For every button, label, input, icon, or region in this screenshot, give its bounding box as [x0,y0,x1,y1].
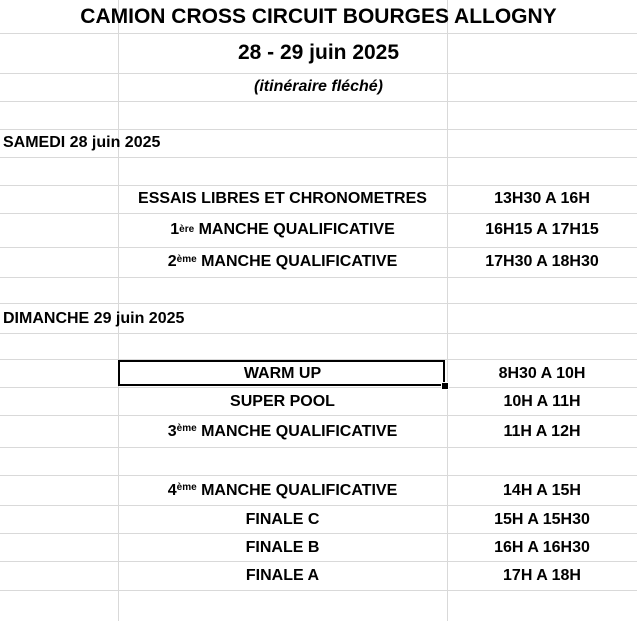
row-divider [0,33,637,34]
row-divider [0,277,637,278]
schedule-event[interactable]: 2 $^{ème}$ MANCHE QUALIFICATIVE [167,253,398,270]
row-divider [0,561,637,562]
event-dates[interactable]: 28 - 29 juin 2025 [237,41,400,64]
row-divider [0,101,637,102]
round-number: 2 [167,253,177,270]
row-divider [0,590,637,591]
schedule-event[interactable]: WARM UP [243,364,322,382]
schedule-event[interactable]: 3 $^{ème}$ MANCHE QUALIFICATIVE [167,422,398,440]
row-divider [0,129,637,130]
row-divider [0,157,637,158]
schedule-time[interactable]: 10H A 11H [503,392,581,410]
row-divider [0,505,637,506]
round-number: 4 [167,481,177,499]
row-divider [0,415,637,416]
schedule-time[interactable]: 17H A 18H [503,567,581,584]
sheet-title[interactable]: CAMION CROSS CIRCUIT BOURGES ALLOGNY [80,5,557,28]
row-divider [0,447,637,448]
saturday-label[interactable]: SAMEDI 28 juin 2025 [3,134,161,151]
event-label: MANCHE QUALIFICATIVE [196,422,398,440]
schedule-event[interactable]: FINALE B [245,538,320,556]
schedule-time[interactable]: 16H15 A 17H15 [485,221,599,238]
row-divider [0,73,637,74]
schedule-time[interactable]: 11H A 12H [503,422,581,440]
row-divider [0,303,637,304]
schedule-event[interactable]: 4 $^{ème}$ MANCHE QUALIFICATIVE [167,481,398,499]
schedule-event[interactable]: FINALE A [245,567,320,584]
row-divider [0,533,637,534]
schedule-time[interactable]: 15H A 15H30 [494,510,590,528]
schedule-time[interactable]: 8H30 A 10H [498,364,586,382]
schedule-time[interactable]: 17H30 A 18H30 [485,253,599,270]
schedule-event[interactable]: FINALE C [245,510,320,528]
sunday-label[interactable]: DIMANCHE 29 juin 2025 [3,310,185,327]
itinerary-note[interactable]: (itinéraire fléché) [254,78,383,95]
row-divider [0,213,637,214]
schedule-event[interactable]: 1 ère MANCHE QUALIFICATIVE [170,221,395,238]
round-number: 1 [170,221,180,238]
schedule-time[interactable]: 16H A 16H30 [494,538,590,556]
round-number: 3 [167,422,177,440]
row-divider [0,247,637,248]
event-label: MANCHE QUALIFICATIVE [196,481,398,499]
row-divider [0,333,637,334]
row-divider [0,475,637,476]
row-divider [0,185,637,186]
event-label: MANCHE QUALIFICATIVE [194,221,395,238]
schedule-time[interactable]: 14H A 15H [503,481,581,499]
schedule-event[interactable]: SUPER POOL [230,392,335,410]
row-divider [0,387,637,388]
event-label: MANCHE QUALIFICATIVE [196,253,398,270]
schedule-time[interactable]: 13H30 A 16H [494,190,590,207]
cell-selection[interactable] [118,360,445,386]
schedule-event[interactable]: ESSAIS LIBRES ET CHRONOMETRES [138,190,427,207]
fill-handle[interactable] [441,382,449,390]
